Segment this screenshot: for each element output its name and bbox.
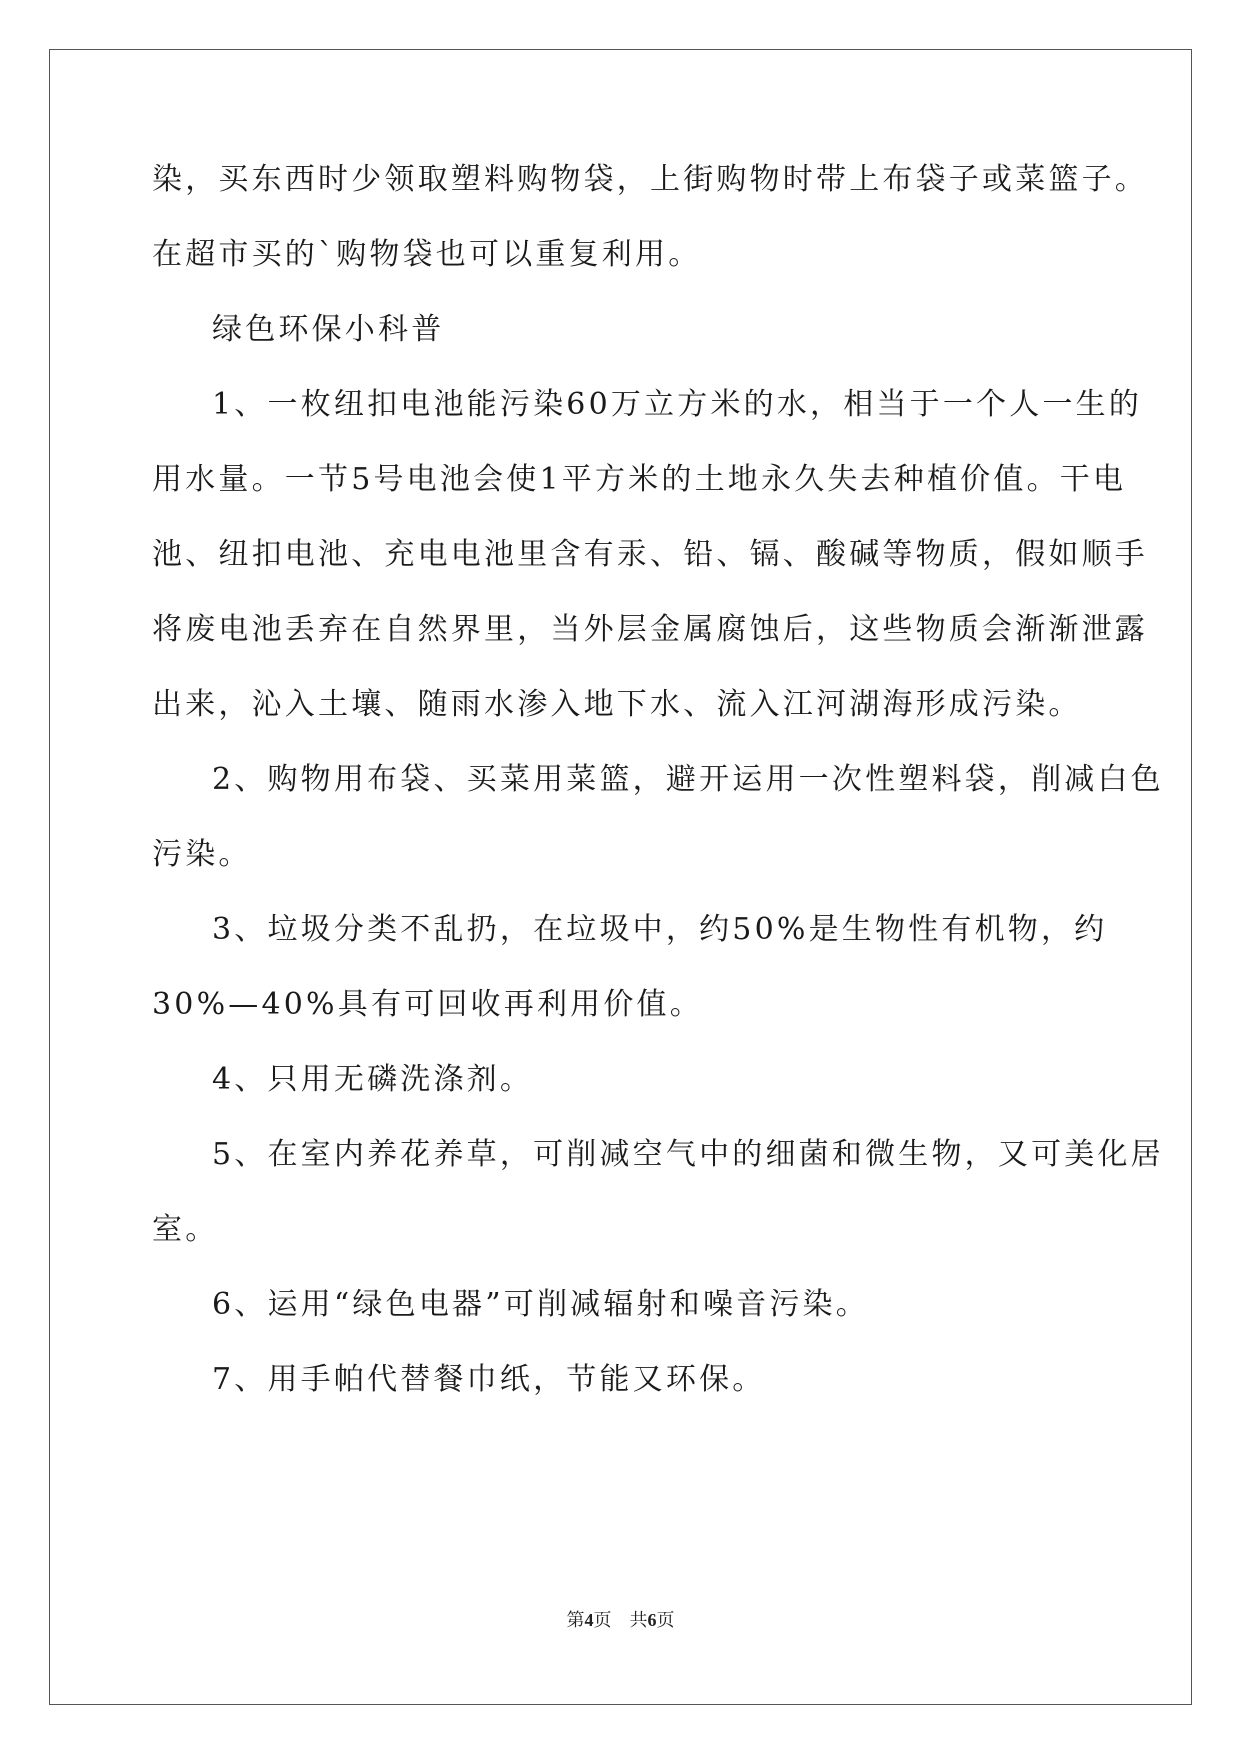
total-suffix: 页	[656, 1610, 675, 1630]
list-item-line: 6、运用“绿色电器”可削减辐射和噪音污染。	[212, 1287, 869, 1322]
section-heading: 绿色环保小科普	[212, 312, 445, 347]
list-item-line: 1、一枚纽扣电池能污染60万立方米的水，相当于一个人一生的	[212, 387, 1143, 422]
list-item-line: 将废电池丢弃在自然界里，当外层金属腐蚀后，这些物质会渐渐泄露	[152, 612, 1148, 647]
list-item-line: 3、垃圾分类不乱扔，在垃圾中，约50%是生物性有机物，约	[212, 912, 1108, 947]
total-pages: 6	[647, 1610, 657, 1630]
list-item-line: 30%—40%具有可回收再利用价值。	[152, 987, 703, 1022]
list-item-line: 2、购物用布袋、买菜用菜篮，避开运用一次性塑料袋，削减白色	[212, 762, 1164, 797]
list-item-line: 5、在室内养花养草，可削减空气中的细菌和微生物，又可美化居	[212, 1137, 1164, 1172]
paragraph-line: 染，买东西时少领取塑料购物袋，上街购物时带上布袋子或菜篮子。	[152, 162, 1148, 197]
list-item-line: 出来，沁入土壤、随雨水渗入地下水、流入江河湖海形成污染。	[152, 687, 1082, 722]
page-prefix: 第	[566, 1610, 585, 1630]
list-item-line: 污染。	[152, 837, 252, 872]
page-number: 4	[584, 1610, 594, 1630]
page-suffix: 页	[593, 1610, 612, 1630]
page-border	[49, 49, 1192, 1705]
page-footer	[0, 1608, 1241, 1632]
total-prefix: 共	[629, 1610, 648, 1630]
list-item-line: 7、用手帕代替餐巾纸，节能又环保。	[212, 1362, 766, 1397]
list-item-line: 室。	[152, 1212, 219, 1247]
list-item-line: 4、只用无磷洗涤剂。	[212, 1062, 534, 1097]
list-item-line: 用水量。一节5号电池会使1平方米的土地永久失去种植价值。干电	[152, 462, 1127, 497]
paragraph-line: 在超市买的`购物袋也可以重复利用。	[152, 237, 702, 272]
list-item-line: 池、纽扣电池、充电电池里含有汞、铅、镉、酸碱等物质，假如顺手	[152, 537, 1148, 572]
